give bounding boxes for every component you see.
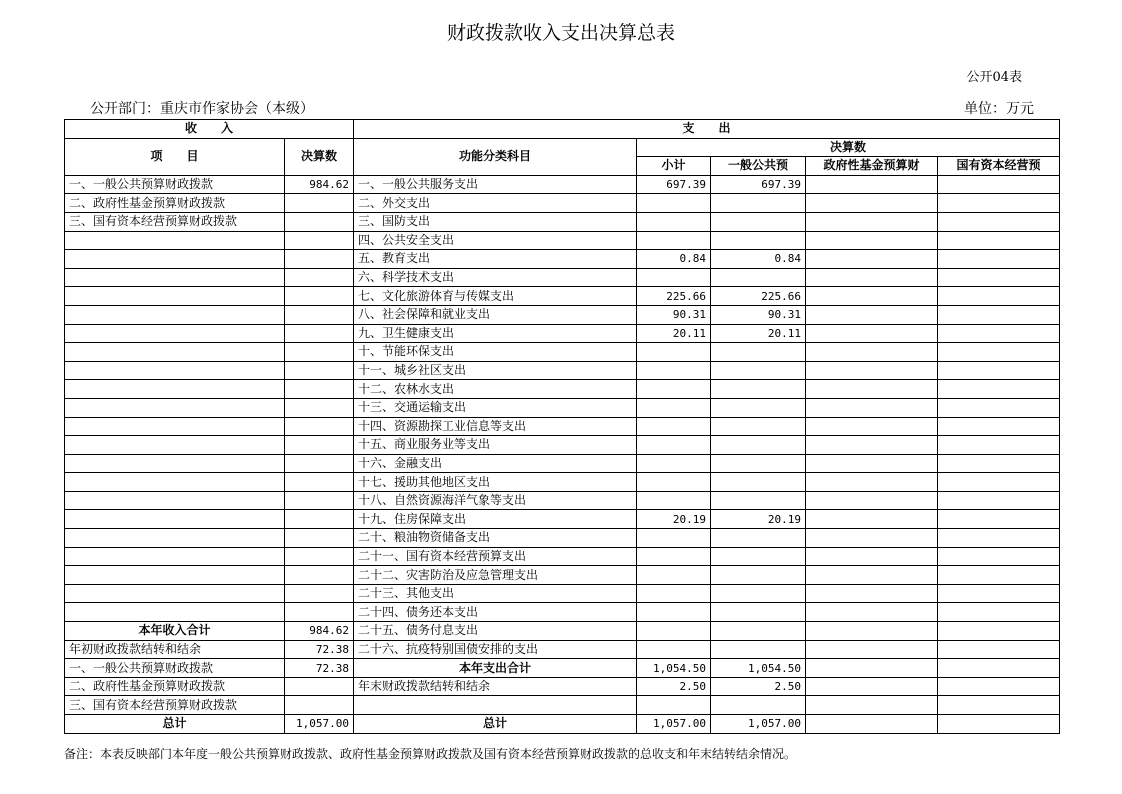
income-item-cell <box>65 287 285 306</box>
expense-item-cell: 年末财政拨款结转和结余 <box>354 677 637 696</box>
page-title: 财政拨款收入支出决算总表 <box>446 22 675 44</box>
expense-item-cell: 八、社会保障和就业支出 <box>354 305 637 324</box>
income-item-cell: 一、一般公共预算财政拨款 <box>65 659 285 678</box>
subtotal-cell: 225.66 <box>637 287 711 306</box>
income-amount-cell <box>285 454 354 473</box>
subtotal-cell: 1,057.00 <box>637 715 711 734</box>
income-amount-cell: 72.38 <box>285 659 354 678</box>
subtotal-cell <box>637 343 711 362</box>
fund-budget-cell <box>806 584 938 603</box>
general-budget-cell <box>711 231 806 250</box>
state-capital-cell <box>938 231 1060 250</box>
expense-header: 支 出 <box>354 120 1060 139</box>
general-budget-cell <box>711 436 806 455</box>
table-row <box>65 622 1060 641</box>
table-body <box>65 175 1060 733</box>
table-row <box>65 584 1060 603</box>
fund-budget-cell <box>806 640 938 659</box>
state-capital-cell <box>938 510 1060 529</box>
general-budget-cell: 90.31 <box>711 305 806 324</box>
table-row <box>65 194 1060 213</box>
fund-budget-cell <box>806 622 938 641</box>
expense-item-cell: 十五、商业服务业等支出 <box>354 436 637 455</box>
fund-budget-cell <box>806 659 938 678</box>
state-capital-header: 国有资本经营预 <box>938 157 1060 176</box>
income-item-cell <box>65 231 285 250</box>
department-label: 公开部门：重庆市作家协会（本级） <box>90 101 314 117</box>
general-budget-cell <box>711 696 806 715</box>
table-row <box>65 398 1060 417</box>
table-row <box>65 287 1060 306</box>
income-amount-cell <box>285 343 354 362</box>
expense-item-cell: 二十三、其他支出 <box>354 584 637 603</box>
state-capital-cell <box>938 584 1060 603</box>
table-row <box>65 175 1060 194</box>
table-row <box>65 268 1060 287</box>
table-row <box>65 547 1060 566</box>
table-row <box>65 212 1060 231</box>
state-capital-cell <box>938 640 1060 659</box>
state-capital-cell <box>938 380 1060 399</box>
general-budget-cell <box>711 547 806 566</box>
income-amount-cell <box>285 398 354 417</box>
income-item-cell <box>65 250 285 269</box>
subtotal-cell <box>637 603 711 622</box>
expense-item-cell: 二十、粮油物资储备支出 <box>354 529 637 548</box>
income-item-cell: 三、国有资本经营预算财政拨款 <box>65 212 285 231</box>
income-item-cell <box>65 584 285 603</box>
expense-item-cell: 五、教育支出 <box>354 250 637 269</box>
income-item-cell: 总计 <box>65 715 285 734</box>
subtotal-cell <box>637 640 711 659</box>
general-budget-cell <box>711 212 806 231</box>
subtotal-cell <box>637 622 711 641</box>
fund-budget-header: 政府性基金预算财 <box>806 157 938 176</box>
income-amount-cell <box>285 473 354 492</box>
income-item-cell <box>65 510 285 529</box>
income-amount-cell <box>285 194 354 213</box>
subtotal-cell <box>637 361 711 380</box>
subtotal-cell <box>637 547 711 566</box>
subtotal-cell <box>637 473 711 492</box>
state-capital-cell <box>938 436 1060 455</box>
subtotal-cell <box>637 398 711 417</box>
state-capital-cell <box>938 715 1060 734</box>
general-budget-cell <box>711 417 806 436</box>
subtotal-cell <box>637 380 711 399</box>
income-item-cell: 本年收入合计 <box>65 622 285 641</box>
income-item-cell <box>65 343 285 362</box>
subtotal-cell <box>637 491 711 510</box>
general-budget-header: 一般公共预 <box>711 157 806 176</box>
table-row <box>65 715 1060 734</box>
expense-item-cell <box>354 696 637 715</box>
income-item-cell <box>65 417 285 436</box>
income-item-cell <box>65 491 285 510</box>
income-item-cell <box>65 436 285 455</box>
state-capital-cell <box>938 268 1060 287</box>
table-row <box>65 250 1060 269</box>
state-capital-cell <box>938 398 1060 417</box>
table-row <box>65 510 1060 529</box>
fund-budget-cell <box>806 529 938 548</box>
final-amount-header: 决算数 <box>637 138 1060 157</box>
income-item-cell <box>65 324 285 343</box>
fund-budget-cell <box>806 454 938 473</box>
income-item-cell <box>65 603 285 622</box>
income-amount-cell <box>285 547 354 566</box>
footnote: 备注：本表反映部门本年度一般公共预算财政拨款、政府性基金预算财政拨款及国有资本经营预算财政拨款的总收支和年末结转结余情况。 <box>64 747 797 761</box>
income-amount-cell <box>285 361 354 380</box>
expense-item-cell: 十三、交通运输支出 <box>354 398 637 417</box>
income-amount-cell <box>285 491 354 510</box>
subtotal-cell <box>637 529 711 548</box>
state-capital-cell <box>938 250 1060 269</box>
income-item-cell: 二、政府性基金预算财政拨款 <box>65 194 285 213</box>
subtotal-cell: 1,054.50 <box>637 659 711 678</box>
subtotal-cell <box>637 436 711 455</box>
state-capital-cell <box>938 343 1060 362</box>
income-item-cell <box>65 268 285 287</box>
expense-item-cell: 四、公共安全支出 <box>354 231 637 250</box>
fund-budget-cell <box>806 473 938 492</box>
state-capital-cell <box>938 324 1060 343</box>
income-item-cell: 二、政府性基金预算财政拨款 <box>65 677 285 696</box>
fund-budget-cell <box>806 417 938 436</box>
state-capital-cell <box>938 175 1060 194</box>
subtotal-cell: 697.39 <box>637 175 711 194</box>
subtotal-cell <box>637 212 711 231</box>
state-capital-cell <box>938 305 1060 324</box>
state-capital-cell <box>938 622 1060 641</box>
income-amount-cell: 984.62 <box>285 175 354 194</box>
general-budget-cell: 0.84 <box>711 250 806 269</box>
income-amount-cell <box>285 677 354 696</box>
fund-budget-cell <box>806 436 938 455</box>
expense-item-cell: 二十五、债务付息支出 <box>354 622 637 641</box>
table-row <box>65 603 1060 622</box>
fund-budget-cell <box>806 547 938 566</box>
subtotal-cell: 0.84 <box>637 250 711 269</box>
income-amount-cell <box>285 529 354 548</box>
expense-item-cell: 总计 <box>354 715 637 734</box>
table-row <box>65 640 1060 659</box>
table-row <box>65 361 1060 380</box>
fund-budget-cell <box>806 268 938 287</box>
general-budget-cell: 1,054.50 <box>711 659 806 678</box>
income-item-cell: 一、一般公共预算财政拨款 <box>65 175 285 194</box>
income-item-cell <box>65 529 285 548</box>
general-budget-cell <box>711 640 806 659</box>
expense-item-cell: 十八、自然资源海洋气象等支出 <box>354 491 637 510</box>
state-capital-cell <box>938 696 1060 715</box>
income-amount-cell: 984.62 <box>285 622 354 641</box>
expense-item-cell: 三、国防支出 <box>354 212 637 231</box>
subtotal-cell <box>637 566 711 585</box>
income-item-cell <box>65 566 285 585</box>
state-capital-cell <box>938 659 1060 678</box>
table-row <box>65 696 1060 715</box>
subtotal-cell <box>637 194 711 213</box>
state-capital-cell <box>938 473 1060 492</box>
general-budget-cell: 20.19 <box>711 510 806 529</box>
income-item-cell <box>65 380 285 399</box>
general-budget-cell: 225.66 <box>711 287 806 306</box>
fund-budget-cell <box>806 250 938 269</box>
table-row <box>65 436 1060 455</box>
income-amount-cell <box>285 268 354 287</box>
state-capital-cell <box>938 677 1060 696</box>
general-budget-cell <box>711 491 806 510</box>
fund-budget-cell <box>806 566 938 585</box>
income-amount-cell <box>285 324 354 343</box>
expense-item-cell: 本年支出合计 <box>354 659 637 678</box>
subtotal-cell <box>637 454 711 473</box>
table-row <box>65 566 1060 585</box>
fund-budget-cell <box>806 343 938 362</box>
state-capital-cell <box>938 417 1060 436</box>
table-row <box>65 473 1060 492</box>
budget-table <box>64 119 1060 734</box>
income-item-cell <box>65 361 285 380</box>
table-row <box>65 454 1060 473</box>
expense-item-cell: 十六、金融支出 <box>354 454 637 473</box>
fund-budget-cell <box>806 305 938 324</box>
subtotal-cell <box>637 417 711 436</box>
general-budget-cell <box>711 194 806 213</box>
state-capital-cell <box>938 603 1060 622</box>
fund-budget-cell <box>806 287 938 306</box>
fund-budget-cell <box>806 212 938 231</box>
form-number: 公开04表 <box>966 70 1022 85</box>
subtotal-cell: 20.11 <box>637 324 711 343</box>
income-amount-cell <box>285 380 354 399</box>
income-amount-cell: 1,057.00 <box>285 715 354 734</box>
income-item-cell <box>65 454 285 473</box>
income-amount-cell <box>285 584 354 603</box>
item-header: 项 目 <box>65 138 285 175</box>
general-budget-cell: 2.50 <box>711 677 806 696</box>
expense-item-cell: 十一、城乡社区支出 <box>354 361 637 380</box>
general-budget-cell <box>711 584 806 603</box>
expense-item-cell: 十七、援助其他地区支出 <box>354 473 637 492</box>
income-item-cell: 三、国有资本经营预算财政拨款 <box>65 696 285 715</box>
general-budget-cell <box>711 566 806 585</box>
expense-item-cell: 二十一、国有资本经营预算支出 <box>354 547 637 566</box>
expense-item-cell: 十四、资源勘探工业信息等支出 <box>354 417 637 436</box>
general-budget-cell <box>711 603 806 622</box>
expense-item-cell: 六、科学技术支出 <box>354 268 637 287</box>
fund-budget-cell <box>806 603 938 622</box>
fund-budget-cell <box>806 677 938 696</box>
general-budget-cell <box>711 454 806 473</box>
expense-item-cell: 一、一般公共服务支出 <box>354 175 637 194</box>
expense-item-cell: 十二、农林水支出 <box>354 380 637 399</box>
income-header: 收 入 <box>65 120 354 139</box>
table-row <box>65 491 1060 510</box>
general-budget-cell: 20.11 <box>711 324 806 343</box>
expense-item-cell: 二十二、灾害防治及应急管理支出 <box>354 566 637 585</box>
table-row <box>65 380 1060 399</box>
subtotal-header: 小计 <box>637 157 711 176</box>
table-row <box>65 305 1060 324</box>
general-budget-cell <box>711 361 806 380</box>
income-amount-cell <box>285 436 354 455</box>
general-budget-cell <box>711 343 806 362</box>
general-budget-cell <box>711 398 806 417</box>
fund-budget-cell <box>806 510 938 529</box>
fund-budget-cell <box>806 398 938 417</box>
expense-item-cell: 二十四、债务还本支出 <box>354 603 637 622</box>
state-capital-cell <box>938 529 1060 548</box>
state-capital-cell <box>938 491 1060 510</box>
income-item-cell: 年初财政拨款结转和结余 <box>65 640 285 659</box>
unit-label: 单位：万元 <box>964 101 1034 117</box>
income-amount-cell <box>285 566 354 585</box>
state-capital-cell <box>938 547 1060 566</box>
fund-budget-cell <box>806 231 938 250</box>
income-item-cell <box>65 305 285 324</box>
expense-item-cell: 二十六、抗疫特别国债安排的支出 <box>354 640 637 659</box>
fund-budget-cell <box>806 175 938 194</box>
subtotal-cell <box>637 268 711 287</box>
subtotal-cell <box>637 696 711 715</box>
general-budget-cell: 697.39 <box>711 175 806 194</box>
state-capital-cell <box>938 194 1060 213</box>
subtotal-cell <box>637 231 711 250</box>
expense-item-cell: 十、节能环保支出 <box>354 343 637 362</box>
fund-budget-cell <box>806 380 938 399</box>
income-item-cell <box>65 398 285 417</box>
state-capital-cell <box>938 287 1060 306</box>
income-amount-cell <box>285 696 354 715</box>
income-amount-cell <box>285 417 354 436</box>
state-capital-cell <box>938 212 1060 231</box>
expense-item-cell: 九、卫生健康支出 <box>354 324 637 343</box>
fund-budget-cell <box>806 194 938 213</box>
income-amount-cell <box>285 212 354 231</box>
expense-item-cell: 七、文化旅游体育与传媒支出 <box>354 287 637 306</box>
state-capital-cell <box>938 454 1060 473</box>
table-row <box>65 677 1060 696</box>
income-item-cell <box>65 473 285 492</box>
general-budget-cell <box>711 380 806 399</box>
expense-item-cell: 二、外交支出 <box>354 194 637 213</box>
table-row <box>65 324 1060 343</box>
subtotal-cell: 2.50 <box>637 677 711 696</box>
income-amount-cell <box>285 231 354 250</box>
fund-budget-cell <box>806 491 938 510</box>
state-capital-cell <box>938 361 1060 380</box>
subtotal-cell: 90.31 <box>637 305 711 324</box>
income-amount-cell <box>285 250 354 269</box>
state-capital-cell <box>938 566 1060 585</box>
table-row <box>65 417 1060 436</box>
income-item-cell <box>65 547 285 566</box>
subtotal-cell: 20.19 <box>637 510 711 529</box>
income-amount-cell <box>285 305 354 324</box>
general-budget-cell: 1,057.00 <box>711 715 806 734</box>
income-amount-cell <box>285 287 354 306</box>
general-budget-cell <box>711 268 806 287</box>
fund-budget-cell <box>806 715 938 734</box>
expense-item-cell: 十九、住房保障支出 <box>354 510 637 529</box>
table-row <box>65 343 1060 362</box>
table-row <box>65 659 1060 678</box>
general-budget-cell <box>711 529 806 548</box>
general-budget-cell <box>711 622 806 641</box>
table-row <box>65 231 1060 250</box>
function-category-header: 功能分类科目 <box>354 138 637 175</box>
income-amount-cell <box>285 603 354 622</box>
subtotal-cell <box>637 584 711 603</box>
fund-budget-cell <box>806 324 938 343</box>
amount-header: 决算数 <box>285 138 354 175</box>
general-budget-cell <box>711 473 806 492</box>
income-amount-cell: 72.38 <box>285 640 354 659</box>
fund-budget-cell <box>806 361 938 380</box>
table-row <box>65 529 1060 548</box>
income-amount-cell <box>285 510 354 529</box>
fund-budget-cell <box>806 696 938 715</box>
